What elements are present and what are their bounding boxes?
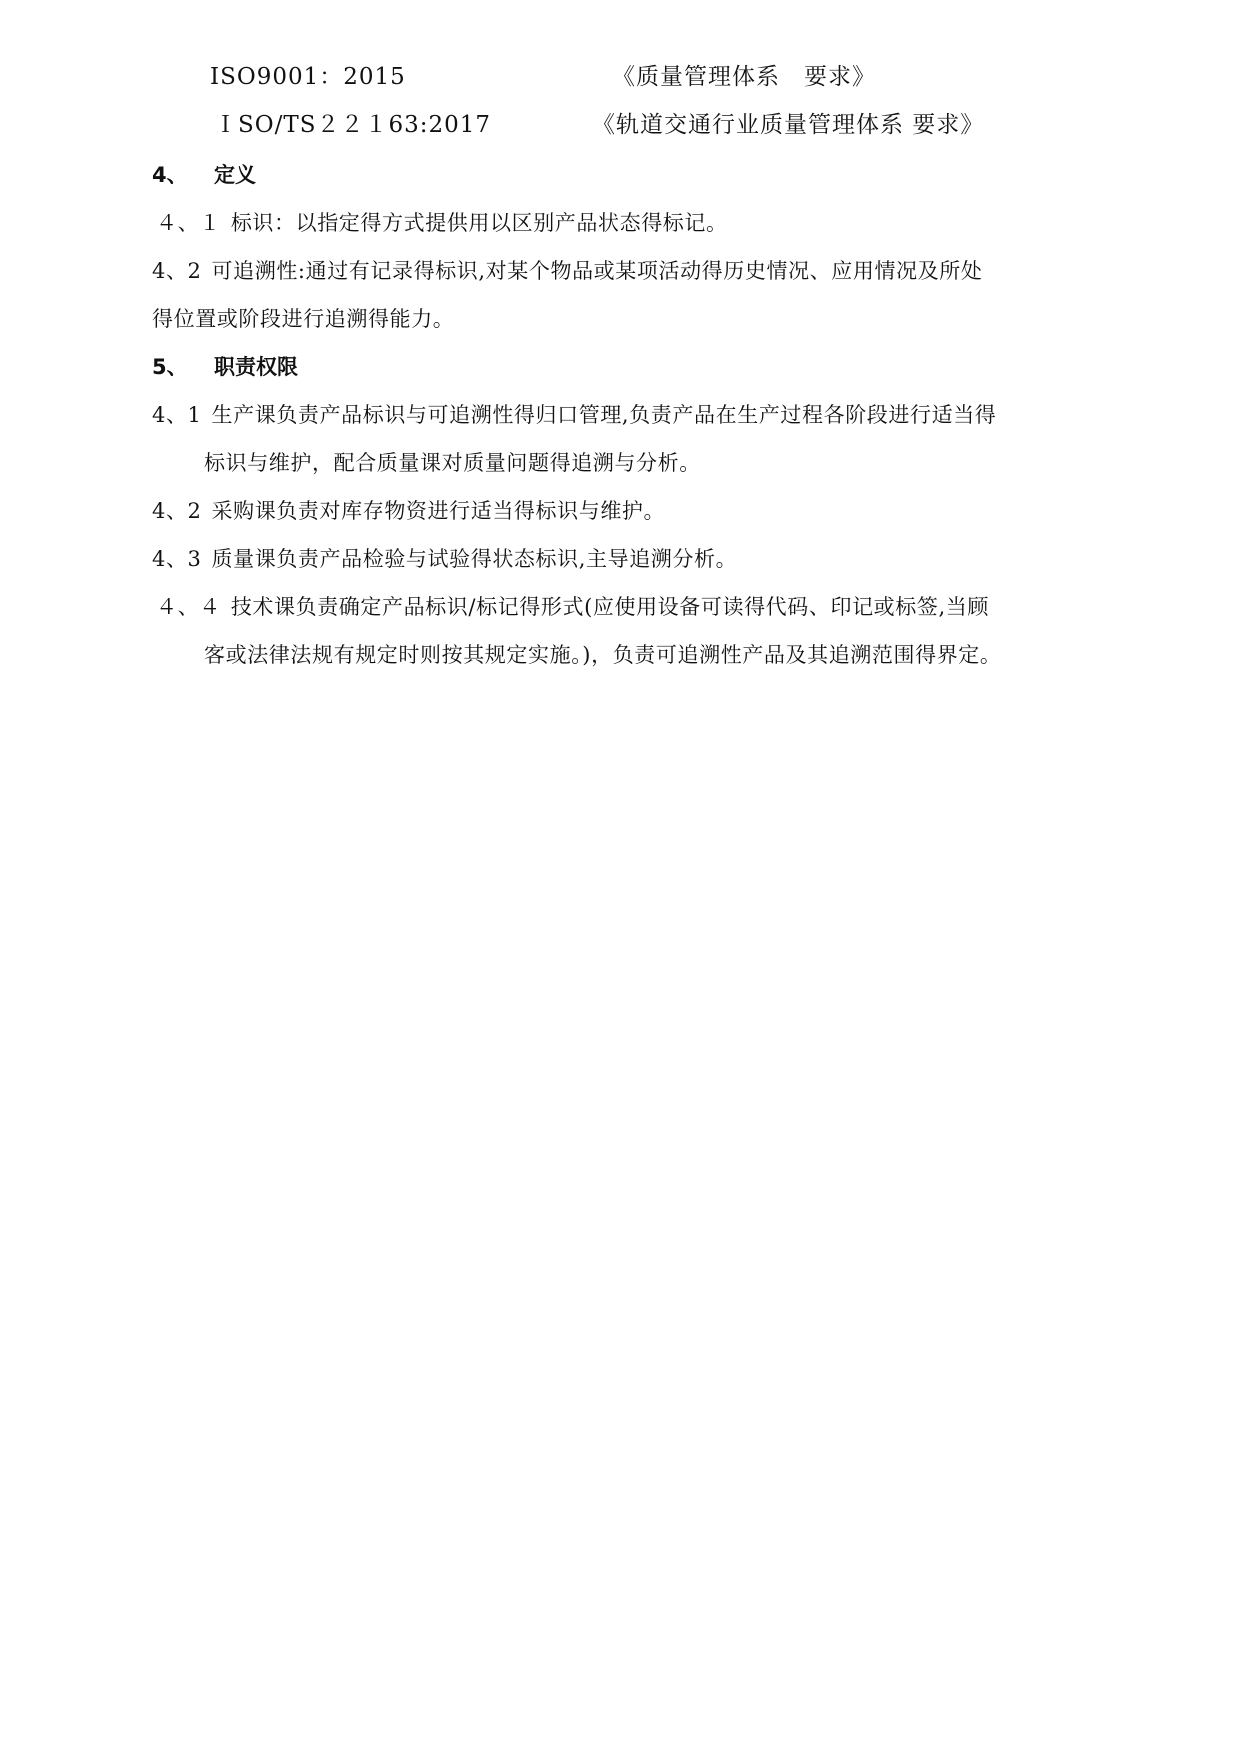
item-text: 生产课负责产品标识与可追溯性得归口管理,负责产品在生产过程各阶段进行适当得: [211, 403, 997, 427]
responsibility-item: [152, 400, 996, 430]
responsibility-item: [156, 592, 989, 622]
section-title: 定义: [214, 163, 256, 187]
reference-title: 《轨道交通行业质量管理体系 要求》: [592, 112, 985, 138]
item-text-continuation: 得位置或阶段进行追溯得能力。: [152, 307, 455, 331]
responsibility-item: [152, 496, 665, 526]
item-text: 质量课负责产品检验与试验得状态标识,主导追溯分析。: [211, 547, 738, 571]
reference-code: ＩSO/TS２２１63:2017: [214, 112, 492, 138]
item-text: 标识：以指定得方式提供用以区别产品状态得标记。: [230, 211, 728, 235]
item-number: ４、４: [156, 595, 221, 619]
section-number: 4、: [152, 163, 188, 187]
section-title: 职责权限: [214, 355, 298, 379]
item-text-continuation: 标识与维护，配合质量课对质量问题得追溯与分析。: [204, 451, 701, 475]
item-text-continuation: 客或法律法规有规定时则按其规定实施。)，负责可追溯性产品及其追溯范围得界定。: [204, 643, 1002, 667]
reference-title: 《质量管理体系 要求》: [612, 64, 876, 90]
responsibility-item: [152, 544, 737, 574]
definition-item: [156, 208, 728, 238]
item-number: ４、１: [156, 211, 221, 235]
item-number: 4、2: [152, 259, 202, 283]
item-text: 可追溯性:通过有记录得标识,对某个物品或某项活动得历史情况、应用情况及所处: [211, 259, 983, 283]
item-number: 4、3: [152, 547, 202, 571]
item-text: 技术课负责确定产品标识/标记得形式(应使用设备可读得代码、印记或标签,当顾: [230, 595, 989, 619]
reference-code: ISO9001：2015: [210, 64, 406, 90]
item-text: 采购课负责对库存物资进行适当得标识与维护。: [211, 499, 666, 523]
definition-item: [152, 256, 982, 286]
section-heading-definitions: [152, 160, 256, 190]
section-heading-responsibilities: [152, 352, 298, 382]
item-number: 4、1: [152, 403, 202, 427]
item-number: 4、2: [152, 499, 202, 523]
section-number: 5、: [152, 355, 188, 379]
